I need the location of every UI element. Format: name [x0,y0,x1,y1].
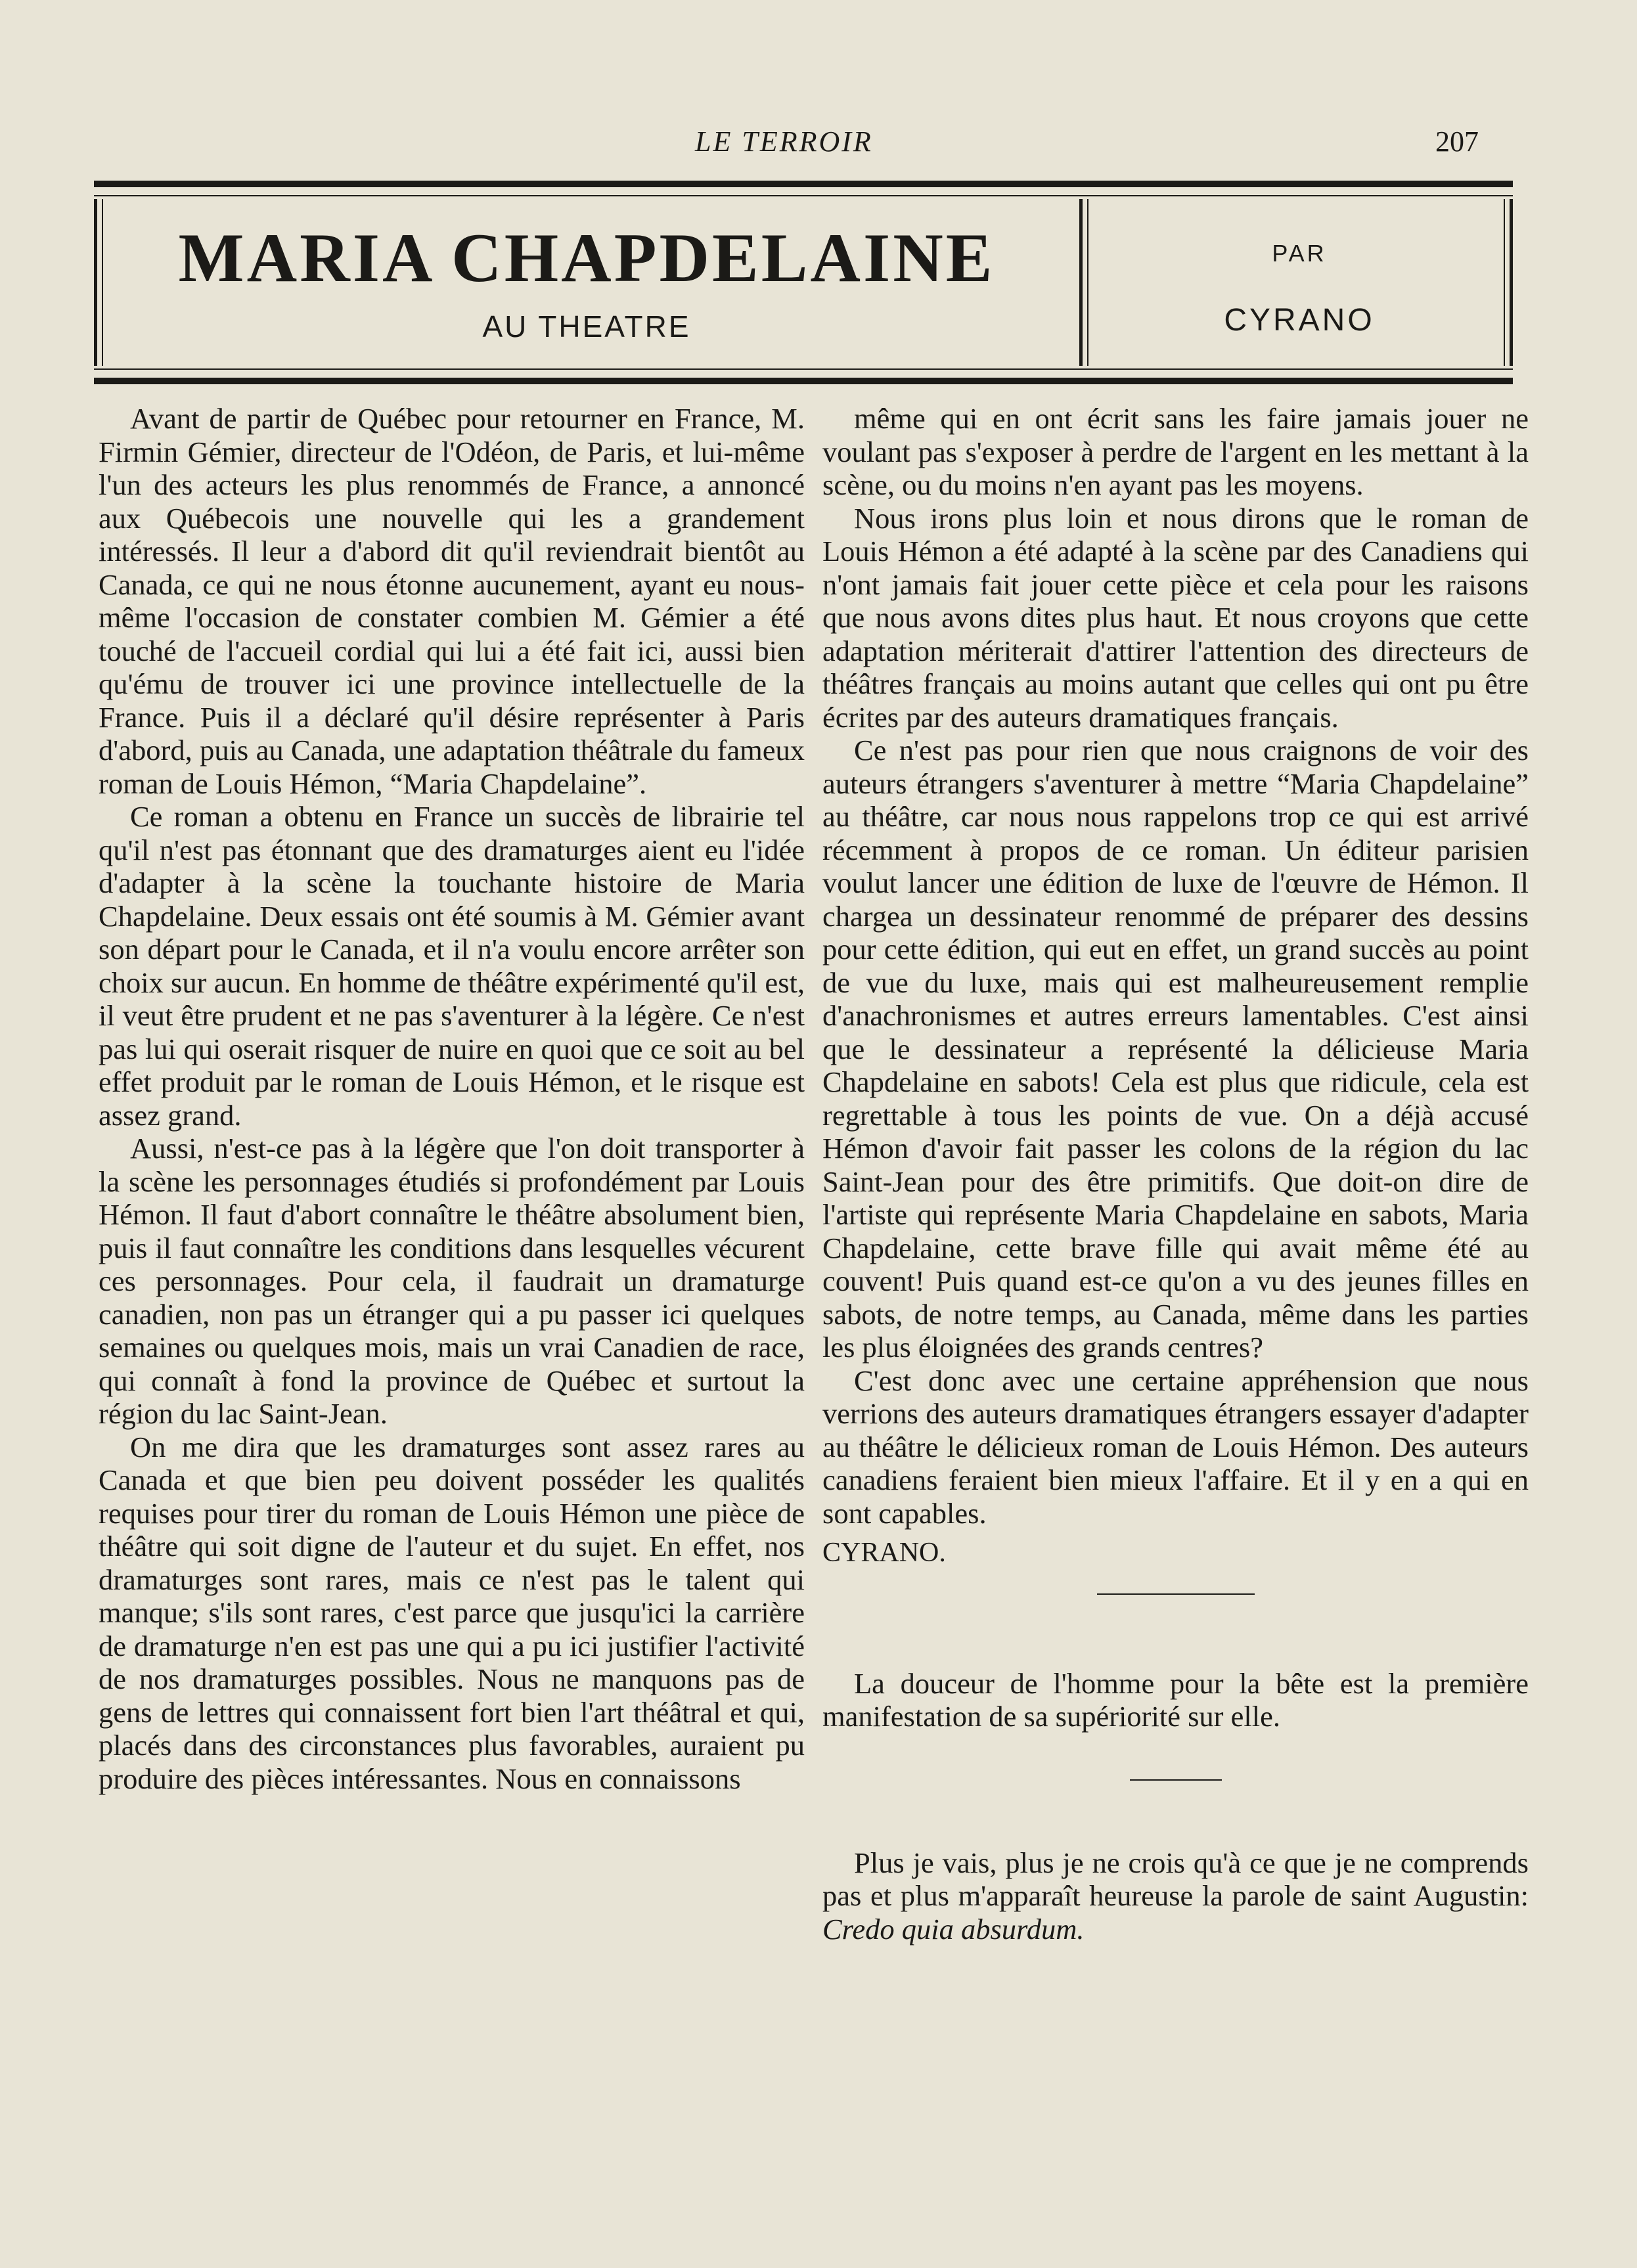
paragraph: Ce n'est pas pour rien que nous craignons de voir des auteurs étrangers s'aventurer à mettre “Maria Chapdelaine” au théâtre, car nous nous rappelons trop ce qui est arrivé récemment à propos de ce roman. Un éditeur parisien voulut lancer une édition de luxe de l'œuvre de Hémon. Il chargea un dessinateur renommé de préparer des dessins pour cette édition, qui eut en effet, un grand succès au point de vue du luxe, mais qui est malheureusement remplie d'anachronismes et autres erreurs lamentables. C'est ainsi que le dessinateur a représenté la délicieuse Maria Chapdelaine en sabots! Cela est plus que ridicule, cela est regrettable à tous les points de vue. On a déjà accusé Hémon d'avoir fait passer les colons de la région du lac Saint-Jean pour des être primitifs. Que doit-on dire de l'artiste qui représente Maria Chapdelaine en sabots, Maria Chapdelaine, cette brave fille qui avait même été au couvent! Puis quand est-ce qu'on a vu des jeunes filles en sabots, de notre temps, au Canada, même dans les parties les plus éloignées des grands centres? [822,734,1529,1364]
paragraph: Aussi, n'est-ce pas à la légère que l'on doit transporter à la scène les personnages étudiés si profondément par Louis Hémon. Il faut d'abort connaître le théâtre absolument bien, puis il faut connaître les conditions dans lesquelles vécurent ces personnages. Pour cela, il faudrait un dramaturge canadien, non pas un étranger qui a pu passer ici quelques semaines ou quelques mois, mais un vrai Canadien de race, qui connaît à fond la province de Québec et surtout la région du lac Saint-Jean. [99,1132,805,1430]
page-number: 207 [1435,125,1479,158]
maxim: La douceur de l'homme pour la bête est la première manifestation de sa supériorité sur elle. [822,1666,1529,1733]
paragraph: Nous irons plus loin et nous dirons que le roman de Louis Hémon a été adapté à la scène par des Canadiens qui n'ont jamais fait jouer cette pièce et cela pour les raisons que nous avons dites plus haut. Et nous croyons que cette adaptation mériterait d'attirer l'attention des directeurs de théâtres français au moins autant que celles qui ont pu être écrites par des auteurs dramatiques français. [822,501,1529,734]
maxim [822,1846,1529,1946]
signature: CYRANO. [822,1538,946,1568]
paragraph: On me dira que les dramaturges sont assez rares au Canada et que bien peu doivent posséder les qualités requises pour tirer du roman de Louis Hémon une pièce de théâtre qui soit digne de l'auteur et du sujet. En effet, nos dramaturges sont rares, mais ce n'est pas le talent qui manque; s'ils sont rares, c'est parce que jusqu'ici la carrière de dramaturge n'en est pas une qui a pu ici justifier l'activité de nos dramaturges possibles. Nous ne manquons pas de gens de lettres qui connaissent fort bien l'art théâtral et qui, placés dans des circonstances plus favorables, auraient pu produire des pièces intéressantes. Nous en connaissons [99,1430,805,1795]
paragraph: même qui en ont écrit sans les faire jamais jouer ne voulant pas s'exposer à perdre de l'argent en les mettant à la scène, ou du moins n'en ayant pas les moyens. [822,402,1529,501]
article-column-left [99,402,805,1795]
title-box-right-rule [1510,199,1513,366]
title-box-divider [1079,199,1083,366]
byline-label: PAR [1272,240,1327,267]
paragraph: Avant de partir de Québec pour retourner en France, M. Firmin Gémier, directeur de l'Odéon, de Paris, et lui-même l'un des acteurs les plus renommés de France, a annoncé aux Québecois une nouvelle qui les a grandement intéressés. Il leur a d'abord dit qu'il reviendrait bientôt au Canada, ce qui ne nous étonne aucunement, ayant eu nous-même l'occasion de constater combien M. Gémier a été touché de l'accueil cordial qui lui a été fait ici, aussi bien qu'ému de trouver ici une province intellectuelle de la France. Puis il a déclaré qu'il désire représenter à Paris d'abord, puis au Canada, une adaptation théâtrale du fameux roman de Louis Hémon, “Maria Chapdelaine”. [99,402,805,800]
article-title: MARIA CHAPDELAINE [178,219,995,296]
title-box-right-inner-rule [1504,199,1505,366]
maxim-latin-quote: Credo quia absurdum. [822,1912,1085,1946]
paragraph: Ce roman a obtenu en France un succès de librairie tel qu'il n'est pas étonnant que des dramaturges aient eu l'idée d'adapter à la scène la touchante histoire de Maria Chapdelaine. Deux essais ont été soumis à M. Gémier avant son départ pour le Canada, et il n'a voulu encore arrêter son choix sur aucun. En homme de théâtre expérimenté qu'il est, il veut être prudent et ne pas s'aventurer à la légère. Ce n'est pas lui qui oserait risquer de nuire en quoi que ce soit au bel effet produit par le roman de Louis Hémon, et le risque est assez grand. [99,800,805,1132]
title-box [94,181,1513,384]
article-column-right [822,402,1529,1946]
separator [1097,1593,1255,1595]
separator [1130,1779,1222,1781]
maxim-text: Plus je vais, plus je ne crois qu'à ce que je ne comprends pas et plus m'apparaît heureuse la parole de saint Augustin: [822,1846,1529,1912]
journal-title: LE TERROIR [695,125,873,158]
article-subtitle: AU THEATRE [482,309,691,344]
byline-author: CYRANO [1224,303,1375,338]
running-head [0,125,1637,164]
title-box-divider-inner [1087,199,1088,366]
paragraph: C'est donc avec une certaine appréhension que nous verrions des auteurs dramatiques étrangers essayer d'adapter au théâtre le délicieux roman de Louis Hémon. Des auteurs canadiens feraient bien mieux l'affaire. Et il y en a qui en sont capables. [822,1364,1529,1530]
